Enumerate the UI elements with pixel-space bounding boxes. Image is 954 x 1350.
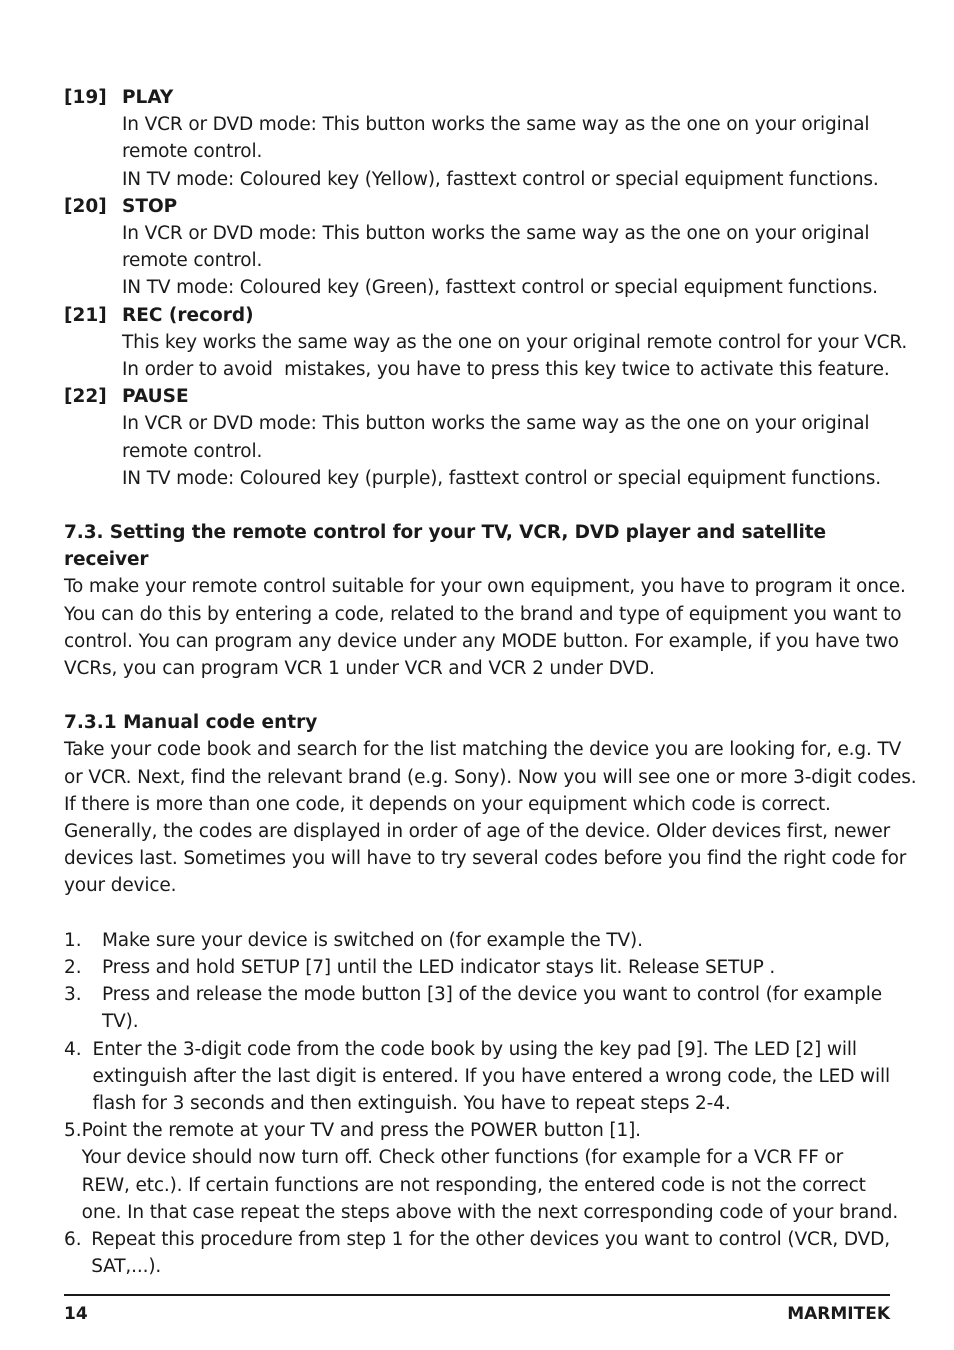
entry-line: In order to avoid mistakes, you have to press this key twice to activate this feature. [122, 359, 890, 381]
entry-line: In VCR or DVD mode: This button works the same way as the one on your original [122, 413, 870, 435]
step-number: 3. [64, 984, 82, 1006]
list-item [64, 927, 890, 954]
entry-number: [22] [64, 386, 107, 408]
entry-title: STOP [122, 195, 178, 217]
paragraph-line: VCRs, you can program VCR 1 under VCR and VCR 2 under DVD. [64, 658, 655, 680]
step-line: Point the remote at your TV and press the POWER button [1]. [81, 1120, 641, 1142]
paragraph-line: control. You can program any device under any MODE button. For example, if you have two [64, 630, 899, 652]
button-entries [64, 84, 908, 492]
entry-number: [20] [64, 195, 107, 217]
step-number: 2. [64, 956, 82, 978]
step-line: one. In that case repeat the steps above with the next corresponding code of your brand. [81, 1201, 899, 1223]
step-line: Enter the 3-digit code from the code book by using the key pad [9]. The LED [2] will [92, 1038, 857, 1060]
step-line: SAT,...). [91, 1256, 162, 1278]
entry-line: remote control. [122, 250, 263, 272]
paragraph-line: You can do this by entering a code, related to the brand and type of equipment you want to [64, 603, 902, 625]
entry-22 [64, 383, 890, 492]
list-item [64, 1226, 890, 1280]
step-line: Your device should now turn off. Check other functions (for example for a VCR FF or [81, 1147, 844, 1169]
steps-list [64, 927, 899, 1281]
paragraph-line: If there is more than one code, it depends on your equipment which code is correct. [64, 793, 831, 815]
page-number: 14 [64, 1304, 88, 1324]
list-item [64, 981, 890, 1035]
entry-number: [19] [64, 87, 107, 108]
entry-line: remote control. [122, 440, 263, 462]
brand-name: MARMITEK [787, 1304, 890, 1324]
page-content [64, 84, 917, 1280]
entry-19 [64, 84, 890, 193]
step-line: extinguish after the last digit is entered. If you have entered a wrong code, the LED will [92, 1065, 890, 1087]
step-number: 5. [64, 1120, 82, 1142]
section-body [64, 573, 906, 682]
footer-divider [64, 1294, 890, 1296]
paragraph-line: To make your remote control suitable for your own equipment, you have to program it once. [64, 576, 906, 598]
paragraph-line: Generally, the codes are displayed in order of age of the device. Older devices first, newer [64, 821, 891, 843]
page-footer [64, 1302, 890, 1326]
list-item [64, 1117, 899, 1226]
entry-line: In VCR or DVD mode: This button works the same way as the one on your original [122, 114, 870, 136]
list-item [64, 954, 890, 981]
entry-title: PAUSE [122, 386, 189, 408]
entry-line: IN TV mode: Coloured key (Green), fasttext control or special equipment functions. [122, 277, 878, 299]
entry-line: This key works the same way as the one on your original remote control for your VCR. [122, 331, 908, 353]
entry-line: IN TV mode: Coloured key (Yellow), fasttext control or special equipment functions. [122, 168, 879, 190]
section-7-3 [64, 519, 906, 682]
section-heading: 7.3. Setting the remote control for your TV, VCR, DVD player and satellite receiver [64, 522, 826, 571]
paragraph-line: your device. [64, 875, 177, 897]
subsection-body [64, 736, 917, 899]
step-number: 1. [64, 929, 82, 951]
entry-title: PLAY [122, 87, 174, 108]
entry-line: IN TV mode: Coloured key (purple), fasttext control or special equipment functions. [122, 467, 882, 489]
paragraph-line: Take your code book and search for the list matching the device you are looking for, e.g. TV [64, 739, 902, 761]
step-line: flash for 3 seconds and then extinguish. You have to repeat steps 2-4. [92, 1092, 731, 1114]
subsection-7-3-1 [64, 709, 917, 899]
entry-21 [64, 302, 908, 384]
entry-number: [21] [64, 304, 107, 326]
entry-line: remote control. [122, 141, 263, 163]
entry-line: In VCR or DVD mode: This button works the same way as the one on your original [122, 223, 870, 245]
step-number: 6. [64, 1228, 82, 1250]
subsection-heading: 7.3.1 Manual code entry [64, 712, 318, 734]
step-number: 4. [64, 1038, 82, 1060]
step-line: Repeat this procedure from step 1 for the other devices you want to control (VCR, DVD, [91, 1228, 890, 1250]
step-line: TV). [102, 1011, 139, 1033]
paragraph-line: devices last. Sometimes you will have to try several codes before you find the right code for [64, 848, 907, 870]
entry-title: REC (record) [122, 304, 254, 326]
entry-20 [64, 193, 890, 302]
step-line: Press and hold SETUP [7] until the LED indicator stays lit. Release SETUP . [102, 956, 776, 978]
step-line: REW, etc.). If certain functions are not responding, the entered code is not the correct [81, 1174, 866, 1196]
paragraph-line: or VCR. Next, find the relevant brand (e.g. Sony). Now you will see one or more 3-digit codes. [64, 766, 917, 788]
step-line: Press and release the mode button [3] of the device you want to control (for example [102, 984, 882, 1006]
step-line: Make sure your device is switched on (for example the TV). [102, 929, 643, 951]
list-item [64, 1036, 890, 1118]
